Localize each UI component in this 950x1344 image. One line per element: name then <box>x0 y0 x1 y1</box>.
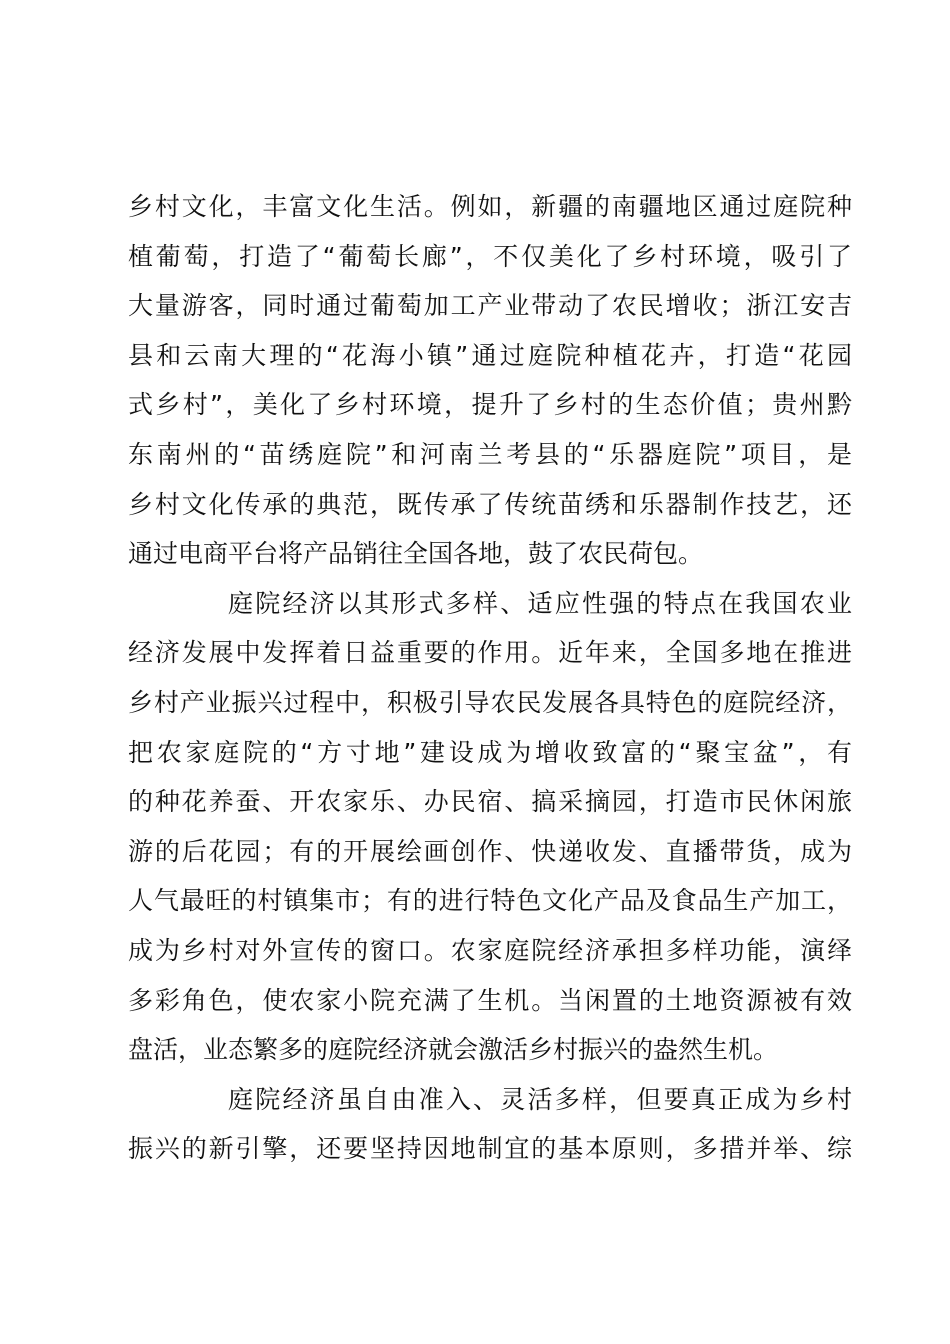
text-line: 人气最旺的村镇集市；有的进行特色文化产品及食品生产加工， <box>128 886 852 916</box>
paragraph <box>128 579 852 1075</box>
paragraph <box>128 1075 852 1174</box>
text-line: 的种花养蚕、开农家乐、办民宿、搞采摘园，打造市民休闲旅 <box>128 787 852 817</box>
text-line: 植葡萄，打造了“葡萄长廊”，不仅美化了乡村环境，吸引了 <box>128 241 852 271</box>
text-line: 经济发展中发挥着日益重要的作用。近年来，全国多地在推进 <box>128 638 852 668</box>
text-line: 县和云南大理的“花海小镇”通过庭院种植花卉，打造“花园 <box>128 340 852 370</box>
text-line: 庭院经济以其形式多样、适应性强的特点在我国农业 <box>228 588 852 618</box>
text-line: 通过电商平台将产品销往全国各地，鼓了农民荷包。 <box>128 539 704 569</box>
text-line: 乡村文化传承的典范，既传承了传统苗绣和乐器制作技艺，还 <box>128 489 852 519</box>
text-line: 庭院经济虽自由准入、灵活多样，但要真正成为乡村 <box>228 1084 852 1114</box>
text-line: 游的后花园；有的开展绘画创作、快递收发、直播带货，成为 <box>128 836 852 866</box>
text-line: 大量游客，同时通过葡萄加工产业带动了农民增收；浙江安吉 <box>128 291 852 321</box>
text-line: 振兴的新引擎，还要坚持因地制宜的基本原则，多措并举、综 <box>128 1134 852 1164</box>
text-line: 把农家庭院的“方寸地”建设成为增收致富的“聚宝盆”，有 <box>128 737 852 767</box>
text-line: 式乡村”，美化了乡村环境，提升了乡村的生态价值；贵州黔 <box>128 390 852 420</box>
text-line: 成为乡村对外宣传的窗口。农家庭院经济承担多样功能，演绎 <box>128 935 852 965</box>
paragraph <box>128 182 852 579</box>
text-line: 多彩角色，使农家小院充满了生机。当闲置的土地资源被有效 <box>128 985 852 1015</box>
text-line: 盘活，业态繁多的庭院经济就会激活乡村振兴的盎然生机。 <box>128 1035 779 1065</box>
text-line: 乡村产业振兴过程中，积极引导农民发展各具特色的庭院经济， <box>128 687 852 717</box>
document-body <box>128 182 852 1174</box>
text-line: 乡村文化，丰富文化生活。例如，新疆的南疆地区通过庭院种 <box>128 192 852 221</box>
text-line: 东南州的“苗绣庭院”和河南兰考县的“乐器庭院”项目，是 <box>128 439 852 469</box>
